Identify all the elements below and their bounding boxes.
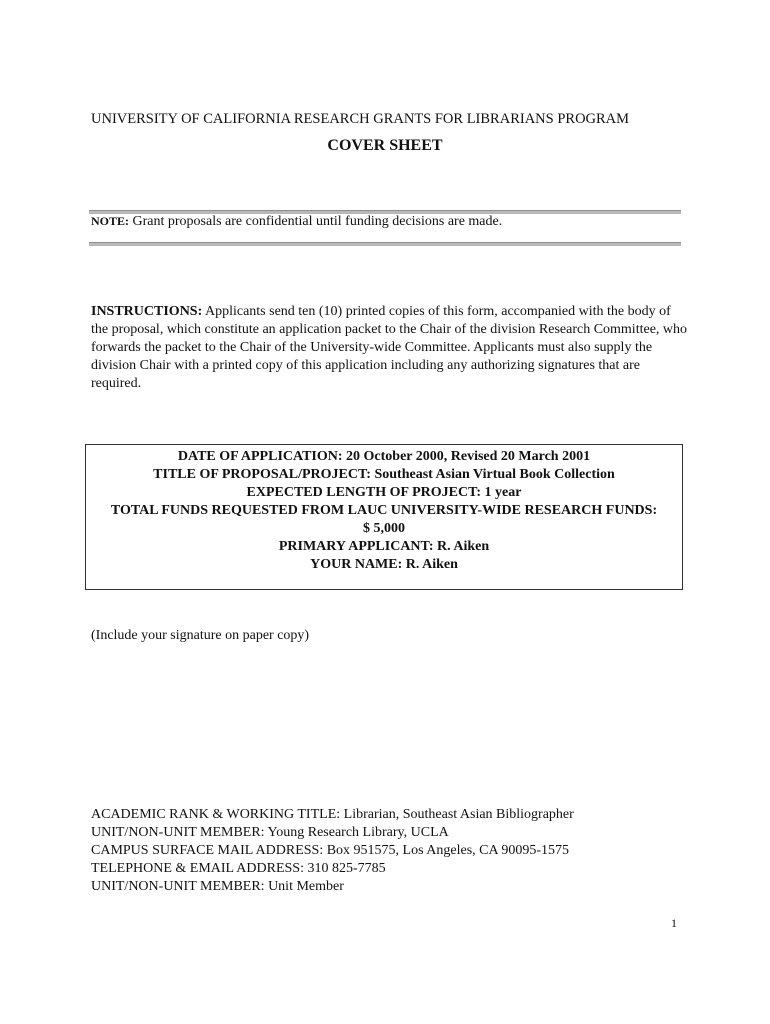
page-number: 1 bbox=[671, 916, 677, 930]
application-summary-box bbox=[85, 444, 683, 590]
project-length: EXPECTED LENGTH OF PROJECT: 1 year bbox=[246, 485, 522, 500]
page-title: COVER SHEET bbox=[327, 137, 443, 154]
mail-address: CAMPUS SURFACE MAIL ADDRESS: Box 951575, Los Angeles, CA 90095-1575 bbox=[91, 843, 570, 858]
date-of-application: DATE OF APPLICATION: 20 October 2000, Revised 20 March 2001 bbox=[177, 449, 591, 464]
confidentiality-note bbox=[91, 214, 502, 230]
contact-info: TELEPHONE & EMAIL ADDRESS: 310 825-7785 bbox=[91, 861, 386, 876]
academic-rank: ACADEMIC RANK & WORKING TITLE: Librarian, Southeast Asian Bibliographer bbox=[91, 807, 574, 822]
note-text: Grant proposals are confidential until funding decisions are made. bbox=[129, 214, 503, 229]
funds-amount: $ 5,000 bbox=[363, 521, 405, 536]
bottom-rule bbox=[89, 242, 681, 246]
primary-applicant: PRIMARY APPLICANT: R. Aiken bbox=[278, 539, 490, 554]
applicant-name: YOUR NAME: R. Aiken bbox=[310, 557, 458, 572]
instructions-paragraph bbox=[91, 303, 691, 393]
program-title: UNIVERSITY OF CALIFORNIA RESEARCH GRANTS FOR LIBRARIANS PROGRAM bbox=[91, 111, 630, 127]
funds-requested-label: TOTAL FUNDS REQUESTED FROM LAUC UNIVERSITY-WIDE RESEARCH FUNDS: bbox=[110, 503, 658, 518]
note-label: NOTE: bbox=[91, 214, 130, 228]
applicant-info bbox=[91, 806, 574, 896]
instructions-text: Applicants send ten (10) printed copies of this form, accompanied with the body of the proposal, which constitute an application packet to the Chair of the division Research Committee, who forwards the packet to the Chair of the University-wide Committee. Applicants must also supply the division Chair with a printed copy of this application including any authorizing signatures that are required. bbox=[91, 304, 688, 391]
unit-membership: UNIT/NON-UNIT MEMBER: Unit Member bbox=[91, 879, 344, 894]
signature-note: (Include your signature on paper copy) bbox=[91, 628, 310, 643]
instructions-label: INSTRUCTIONS: bbox=[91, 304, 203, 319]
unit-member: UNIT/NON-UNIT MEMBER: Young Research Library, UCLA bbox=[91, 825, 449, 840]
proposal-title: TITLE OF PROPOSAL/PROJECT: Southeast Asian Virtual Book Collection bbox=[153, 467, 615, 482]
